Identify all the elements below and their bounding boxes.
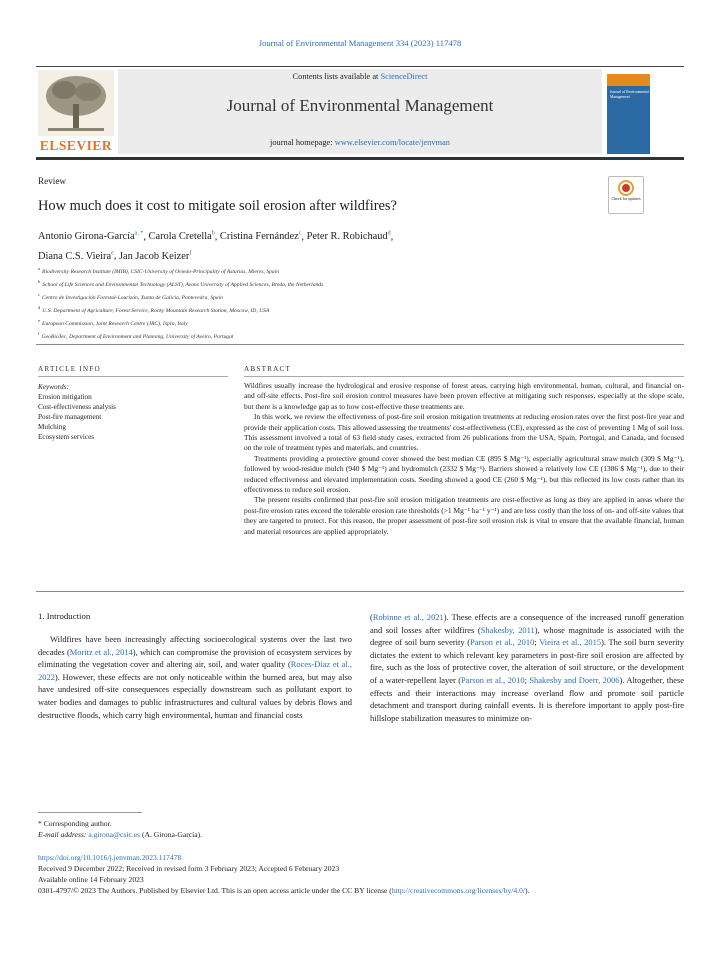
citation-link[interactable]: Robinne et al., 2021 <box>372 612 444 622</box>
keywords-block <box>38 382 228 442</box>
affiliation: $^c$Centro de Investigación Forestal-Lourizán, Xunta de Galicia, Pontevedra, Spain <box>38 292 223 301</box>
divider <box>38 376 228 377</box>
affiliation: $^d$U.S. Department of Agriculture, Forest Service, Rocky Mountain Research Station, Moscow, ID, USA <box>38 305 270 315</box>
masthead-bottom-rule <box>36 157 684 160</box>
author[interactable]: Cristina Fernández$^c$ <box>219 231 302 243</box>
affiliation: $^b$School of Life Sciences and Environmental Technology (ALST), Avans University of Applied Sciences, Breda, the Netherlands <box>38 279 324 288</box>
keywords-label: Keywords: <box>38 383 69 391</box>
doi-link[interactable]: https://doi.org/10.1016/j.jenvman.2023.117478 <box>38 853 182 862</box>
affiliation: $^a$Biodiversity Research Institute (IMIB), CSIC-University of Oviedo-Principality of Asturias, Mieres, Spain <box>38 266 280 275</box>
footnote-rule <box>38 812 142 813</box>
front-matter <box>38 852 688 896</box>
author[interactable]: Peter R. Robichaud$^d$ <box>306 231 391 243</box>
article-title: How much does it cost to mitigate soil erosion after wildfires? <box>38 198 397 214</box>
intro-column-right <box>370 611 684 724</box>
homepage-link[interactable]: www.elsevier.com/locate/jenvman <box>334 138 450 147</box>
author[interactable]: Jan Jacob Keizer$^f$ <box>118 250 192 262</box>
email-line: E-mail address: a.girona@csic.es (A. Girona-García). <box>38 830 203 839</box>
received-dates: Received 9 December 2022; Received in revised form 3 February 2023; Accepted 6 February 2023 <box>38 864 340 873</box>
journal-homepage <box>118 138 602 147</box>
running-head-link[interactable]: Journal of Environmental Management 334 (2023) 117478 <box>258 38 462 48</box>
contents-line <box>118 72 602 81</box>
abstract-paragraph: Treatments providing a protective ground cover showed the best median CE (895 $ Mg⁻¹), especially agricultural straw mulch (309 $ Mg⁻¹), followed by wood-residue mulch (940 $ Mg⁻¹) and hydromulch (2332 $ Mg⁻¹). Barriers showed a relatively low CE (1386 $ Mg⁻¹), due to their reduced effectiveness and elevated implementation costs. Seeding showed a good CE (260 $ Mg⁻¹), but this reflected its low costs rather than its effectiveness to reduce soil erosion. <box>244 453 684 495</box>
citation-link[interactable]: Vieira et al., 2015 <box>539 637 602 648</box>
license-line: 0301-4797/© 2023 The Authors. Published by Elsevier Ltd. This is an open access article under the CC BY license (http://creativecommons.org/licenses/by/4.0/). <box>38 886 530 895</box>
divider <box>244 376 684 377</box>
elsevier-logo <box>38 70 114 154</box>
intro-paragraph: Wildfires have been increasingly affecting socioecological systems over the last two decades (Moritz et al., 2014), which can compromise the provision of ecosystem services by eliminating the vegetation cover and altering air, soil, and water quality (Roces-Díaz et al., 2022). However, these effects are not only noticeable within the burned area, but may also have undesired off-site consequences especially downstream such as pollutant export to water bodies and damages to public infrastructures and cultural values by debris flows and destructive floods, which carry high environmental, human and financial costs <box>38 634 352 720</box>
contents-prefix: Contents lists available at <box>292 72 381 81</box>
cover-title: Journal of Environmental Management <box>610 90 649 99</box>
author-list: Antonio Girona-García$^{a, *}$, Carola Cretella$^b$, Cristina Fernández$^c$, Peter R. Robichaud$^d$, Diana C.S. Vieira$^e$, Jan Jacob Keizer$^f$ <box>38 231 394 262</box>
online-date: Available online 14 February 2023 <box>38 875 144 884</box>
abstract-heading: ABSTRACT <box>244 365 292 373</box>
email-link[interactable]: a.girona@csic.es <box>88 830 141 839</box>
article-type: Review <box>38 176 67 186</box>
divider <box>36 344 684 345</box>
elsevier-wordmark: ELSEVIER <box>39 138 113 153</box>
citation-link[interactable]: Shakesby and Doerr, 2006 <box>529 674 620 685</box>
keyword: Cost-effectiveness analysis <box>38 403 116 411</box>
check-updates-label: Check for updates <box>611 196 641 201</box>
homepage-prefix: journal homepage: <box>270 138 335 147</box>
check-for-updates-button[interactable] <box>608 176 644 214</box>
journal-title: Journal of Environmental Management <box>226 96 494 115</box>
check-updates-icon <box>618 180 634 196</box>
author[interactable]: Antonio Girona-García$^{a, *}$ <box>38 231 144 243</box>
abstract-paragraph: In this work, we review the effectiveness of post-fire soil erosion mitigation treatments at reducing erosion rates over the first post-fire year and provide their application costs. This allowed assessing the treatments' cost-effectiveness (CE), expressed as the cost of preventing 1 Mg of soil loss. This assessment involved a total of 63 field study cases, extracted from 26 publications from the USA, Spain, Portugal, and Canada, and focused on the role of treatment types and materials, and countries. <box>244 412 684 453</box>
affiliation-list <box>38 264 678 342</box>
keyword: Ecosystem services <box>38 433 95 441</box>
citation-link[interactable]: Roces-Díaz et al., 2022 <box>38 659 352 682</box>
section-heading-introduction: 1. Introduction <box>38 611 91 621</box>
elsevier-tree-icon <box>38 70 114 136</box>
license-link[interactable]: http://creativecommons.org/licenses/by/4.0/ <box>391 886 525 895</box>
keyword: Post-fire management <box>38 413 102 421</box>
affiliation: $^e$European Commission, Joint Research Centre (JRC), Ispra, Italy <box>38 318 188 328</box>
article-info-heading: ARTICLE INFO <box>38 365 101 373</box>
journal-cover <box>607 74 650 154</box>
author[interactable]: Diana C.S. Vieira$^e$ <box>38 250 114 262</box>
divider <box>36 591 684 592</box>
keyword: Erosion mitigation <box>38 393 92 401</box>
sciencedirect-link[interactable]: ScienceDirect <box>380 72 428 81</box>
affiliation: $^f$GeoBioTec, Department of Environment and Planning, University of Aveiro, Portugal <box>38 331 234 341</box>
cover-band <box>607 74 650 86</box>
citation-link[interactable]: Parson et al., 2010 <box>470 637 535 648</box>
author[interactable]: Carola Cretella$^b$ <box>148 231 215 243</box>
abstract-paragraph: Wildfires usually increase the hydrological and erosive response of forest areas, carrying high environmental, human, cultural, and financial on- and off-site effects. Post-fire soil erosion control measures have been proven effective at mitigating such responses, especially at the slope scale, but there is a knowledge gap as to how cost-effective these treatments are. <box>244 381 684 411</box>
citation-link[interactable]: Parson et al., 2010 <box>461 674 525 685</box>
keyword: Mulching <box>38 423 66 431</box>
abstract-paragraph: The present results confirmed that post-fire soil erosion mitigation treatments are cost-effective as long as they are applied in areas where the post-fire erosion rates exceed the tolerable erosion rate thresholds (>1 Mg⁻¹ ha⁻¹ y⁻¹) and are less costly than the loss of on- and off-site values that they are targeted to protect. For this reason, the proper assessment of post-fire soil erosion risk is vital to ensure that the available financial, human and material resources are applied appropriately. <box>244 495 684 536</box>
citation-link[interactable]: Moritz et al., 2014 <box>69 646 133 657</box>
intro-paragraph: (Robinne et al., 2021). These effects are a consequence of the increased runoff generation and soil losses after wildfires (Shakesby, 2011), whose magnitude is associated with the degree of soil burn severity (Parson et al., 2010; Vieira et al., 2015). The soil burn severity dictates the extent to which relevant key parameters in post-fire soil erosion are affected by fire, such as the loss of protective cover, the alteration of soil structure, or the development of a water-repellent layer (Parson et al., 2010; Shakesby and Doerr, 2006). Altogether, these effects and their interactions may increase overland flow and promote soil particle detachment and transport during rainfall events. It is therefore important to apply post-fire hillslope stabilization measures to minimize on- <box>370 612 684 723</box>
intro-column-left <box>38 633 352 721</box>
citation-link[interactable]: Shakesby, 2011 <box>480 624 535 635</box>
corresponding-author-note: * Corresponding author. <box>38 819 112 828</box>
abstract-body <box>244 381 684 537</box>
masthead-top-rule <box>36 66 684 67</box>
running-head[interactable] <box>0 38 720 48</box>
footnote <box>38 818 438 840</box>
